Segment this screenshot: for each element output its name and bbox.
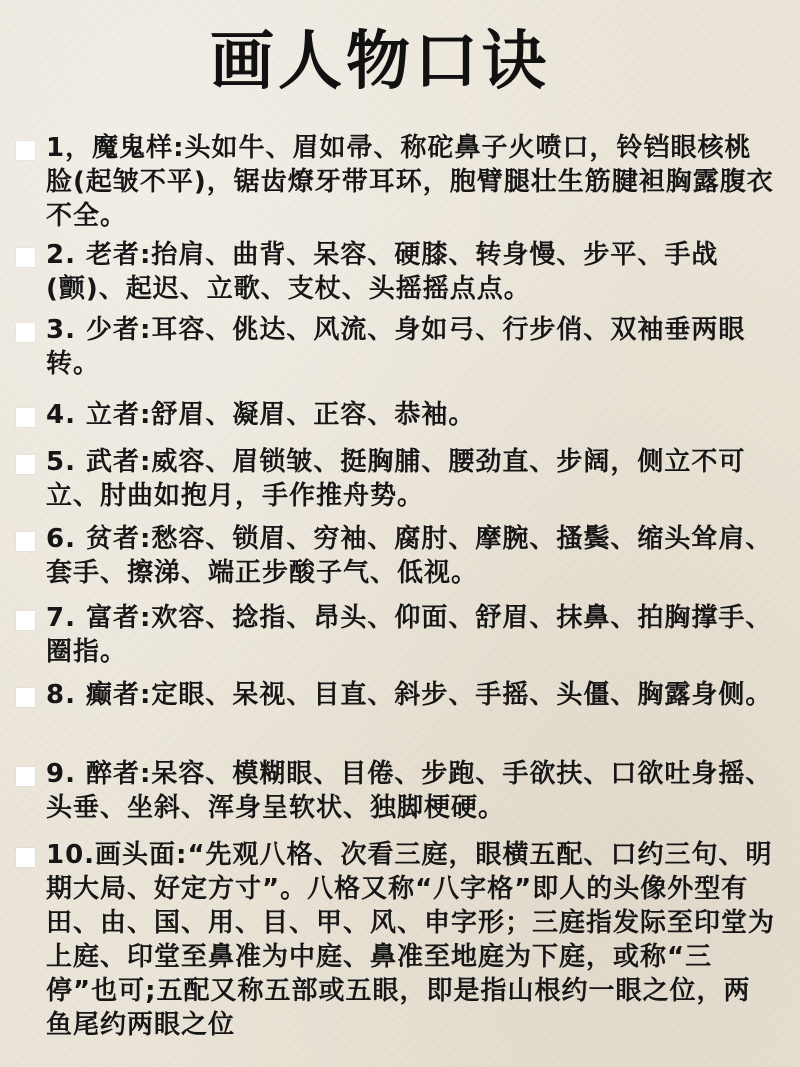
bullet-square-icon xyxy=(16,848,35,867)
bullet-square-icon xyxy=(16,532,35,551)
list-item: 3. 少者:耳容、佻达、风流、身如弓、行步俏、双袖垂两眼转。 xyxy=(46,315,746,379)
bullet-square-icon xyxy=(16,611,35,630)
bullet-square-icon xyxy=(16,248,35,267)
list-item: 4. 立者:舒眉、凝眉、正容、恭袖。 xyxy=(46,400,476,430)
list-item: 1，魔鬼样:头如牛、眉如帚、称砣鼻子火喷口，铃铛眼核桃脸(起皱不平)，锯齿燎牙带耳环，胞臂腿壮生筋腱袒胸露腹衣不全。 xyxy=(46,133,774,231)
bullet-square-icon xyxy=(16,323,35,342)
bullet-square-icon xyxy=(16,408,35,427)
bullet-square-icon xyxy=(16,767,35,786)
bullet-square-icon xyxy=(16,455,35,474)
list-item: 7. 富者:欢容、捻指、昂头、仰面、舒眉、抹鼻、拍胸撑手、圈指。 xyxy=(46,603,773,667)
list-item: 9. 醉者:呆容、模糊眼、目倦、步跑、手欲扶、口欲吐身摇、头垂、坐斜、浑身呈软状、独脚梗硬。 xyxy=(46,759,773,823)
list-item: 8. 癫者:定眼、呆视、目直、斜步、手摇、头僵、胸露身侧。 xyxy=(46,680,773,710)
page-title: 画人物口诀 xyxy=(210,25,550,99)
bullet-square-icon xyxy=(16,688,35,707)
list-item: 6. 贫者:愁容、锁眉、穷袖、腐肘、摩腕、搔鬓、缩头耸肩、套手、擦涕、端正步酸子气、低视。 xyxy=(46,524,773,588)
bullet-square-icon xyxy=(16,141,35,160)
list-item: 2. 老者:抬肩、曲背、呆容、硬膝、转身慢、步平、手战(颤)、起迟、立歌、支杖、头摇摇点点。 xyxy=(46,240,719,304)
list-item: 5. 武者:威容、眉锁皱、挺胸脯、腰劲直、步阔，侧立不可立、肘曲如抱月，手作推舟势。 xyxy=(46,447,746,511)
list-item: 10.画头面:“先观八格、次看三庭，眼横五配、口约三句、明期大局、好定方寸”。八格又称“八字格”即人的头像外型有田、由、国、用、目、甲、风、申字形；三庭指发际至印堂为上庭、印堂至鼻准为中庭、鼻准至地庭为下庭，或称“三停”也可;五配又称五部或五眼，即是指山根约一眼之位，两鱼尾约两眼之位 xyxy=(46,840,776,1040)
